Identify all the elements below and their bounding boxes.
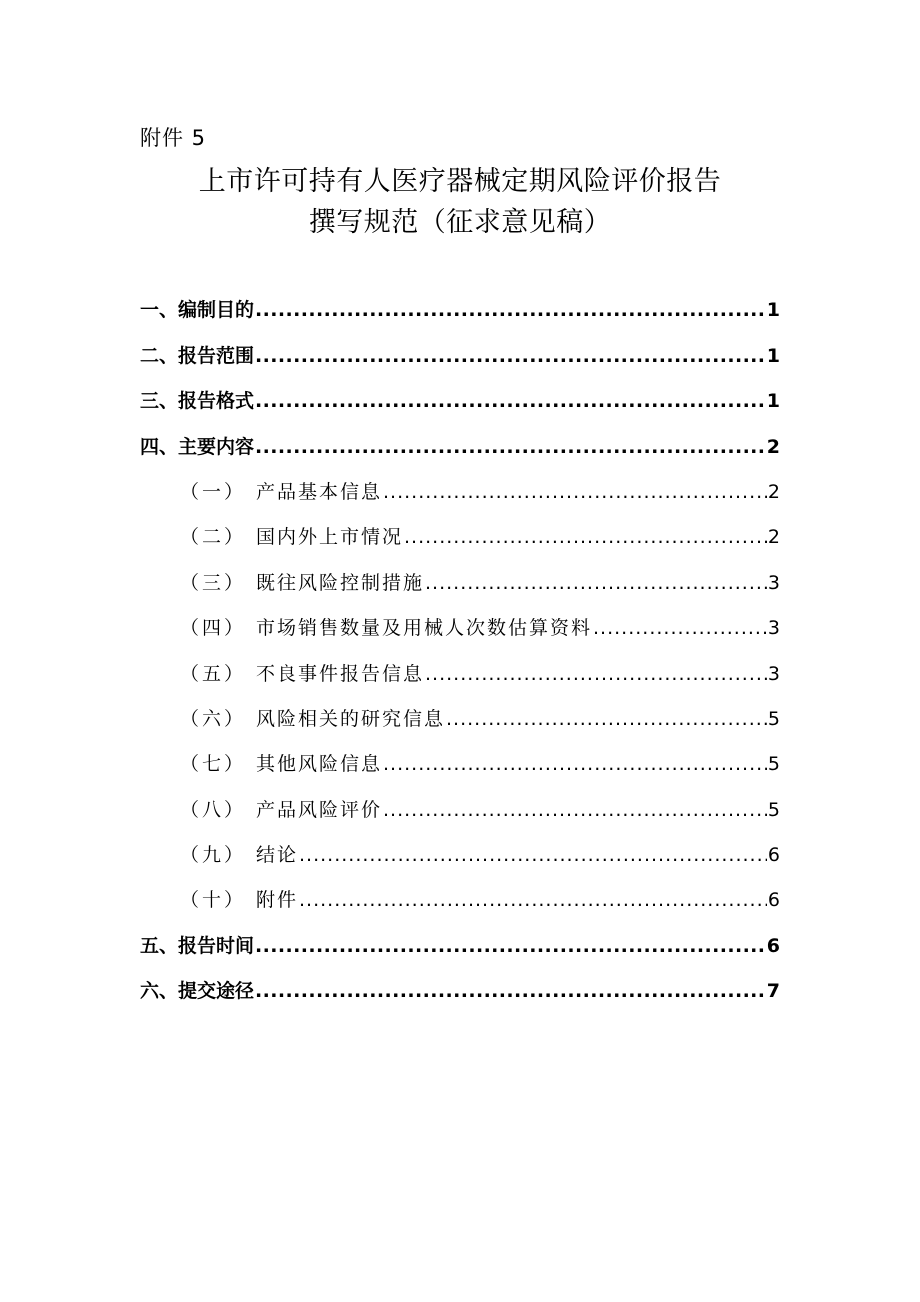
toc-entry-page: 5	[767, 753, 780, 776]
toc-entry-page: 3	[767, 571, 780, 594]
toc-entry-page: 2	[767, 526, 780, 549]
toc-entry-number: 四、	[140, 435, 179, 458]
toc-entry-title: 不良事件报告信息	[256, 662, 425, 685]
toc-dot-leader	[383, 798, 767, 822]
toc-entry-page: 2	[767, 480, 780, 503]
toc-entry-title: 产品风险评价	[256, 798, 383, 821]
toc-entry-title: 附件	[256, 889, 299, 912]
toc-entry[interactable]	[140, 967, 780, 1012]
toc-entry-page: 5	[767, 798, 780, 821]
table-of-contents	[140, 286, 780, 1012]
toc-entry-title: 产品基本信息	[256, 480, 383, 503]
toc-entry-page: 1	[766, 299, 780, 322]
toc-entry-title: 结论	[256, 844, 299, 867]
toc-entry[interactable]	[140, 331, 780, 376]
toc-entry-title: 报告范围	[178, 344, 255, 367]
toc-entry-title: 风险相关的研究信息	[256, 707, 446, 730]
toc-entry-page: 7	[766, 980, 780, 1003]
toc-entry-title: 报告时间	[178, 934, 255, 957]
toc-subentry[interactable]	[140, 649, 780, 694]
toc-dot-leader	[255, 979, 766, 1003]
toc-entry-title: 提交途径	[178, 980, 255, 1003]
toc-entry[interactable]	[140, 377, 780, 422]
toc-entry[interactable]	[140, 286, 780, 331]
toc-subentry[interactable]	[140, 740, 780, 785]
toc-entry-page: 6	[767, 889, 780, 912]
toc-entry-page: 1	[766, 390, 780, 413]
toc-entry-title: 报告格式	[178, 390, 255, 413]
toc-entry-title: 其他风险信息	[256, 753, 383, 776]
toc-entry-page: 2	[766, 435, 780, 458]
toc-entry-title: 国内外上市情况	[256, 526, 404, 549]
toc-dot-leader	[255, 934, 766, 958]
toc-dot-leader	[425, 571, 767, 595]
toc-dot-leader	[255, 389, 766, 413]
toc-dot-leader	[255, 344, 766, 368]
toc-subentry[interactable]	[140, 513, 780, 558]
toc-dot-leader	[425, 662, 767, 686]
toc-entry-number: 五、	[140, 934, 179, 957]
toc-entry-number: （二）	[180, 526, 247, 549]
toc-dot-leader	[383, 480, 767, 504]
toc-entry-number: 六、	[140, 980, 179, 1003]
toc-entry-page: 1	[766, 344, 780, 367]
toc-entry[interactable]	[140, 422, 780, 467]
toc-dot-leader	[446, 707, 767, 731]
toc-entry-number: （六）	[180, 707, 247, 730]
toc-dot-leader	[593, 616, 767, 640]
toc-entry[interactable]	[140, 921, 780, 966]
toc-subentry[interactable]	[140, 604, 780, 649]
toc-entry-page: 3	[767, 617, 780, 640]
toc-entry-title: 市场销售数量及用械人次数估算资料	[256, 617, 593, 640]
toc-subentry[interactable]	[140, 558, 780, 603]
toc-subentry[interactable]	[140, 468, 780, 513]
toc-entry-number: （九）	[180, 844, 247, 867]
toc-entry-page: 6	[766, 934, 780, 957]
toc-dot-leader	[255, 298, 766, 322]
toc-dot-leader	[299, 888, 767, 912]
attachment-label: 附件 5	[140, 126, 207, 150]
document-title-line-2: 撰写规范（征求意见稿）	[308, 207, 612, 238]
toc-dot-leader	[404, 525, 767, 549]
toc-subentry[interactable]	[140, 831, 780, 876]
toc-entry-page: 6	[767, 844, 780, 867]
toc-dot-leader	[383, 752, 767, 776]
toc-entry-number: （十）	[180, 889, 247, 912]
toc-entry-number: 一、	[140, 299, 179, 322]
document-title-line-1: 上市许可持有人医疗器械定期风险评价报告	[198, 166, 722, 197]
toc-entry-title: 主要内容	[178, 435, 255, 458]
toc-entry-number: （三）	[180, 571, 247, 594]
toc-entry-title: 既往风险控制措施	[256, 571, 425, 594]
toc-entry-number: （四）	[180, 617, 247, 640]
toc-entry-number: （八）	[180, 798, 247, 821]
toc-entry-number: （七）	[180, 753, 247, 776]
toc-entry-page: 5	[767, 707, 780, 730]
toc-entry-number: 二、	[140, 344, 179, 367]
toc-entry-number: （五）	[180, 662, 247, 685]
toc-entry-title: 编制目的	[178, 299, 255, 322]
toc-dot-leader	[255, 435, 766, 459]
toc-subentry[interactable]	[140, 695, 780, 740]
toc-entry-page: 3	[767, 662, 780, 685]
toc-entry-number: 三、	[140, 390, 179, 413]
toc-subentry[interactable]	[140, 876, 780, 921]
toc-subentry[interactable]	[140, 785, 780, 830]
toc-entry-number: （一）	[180, 480, 247, 503]
toc-dot-leader	[299, 843, 767, 867]
